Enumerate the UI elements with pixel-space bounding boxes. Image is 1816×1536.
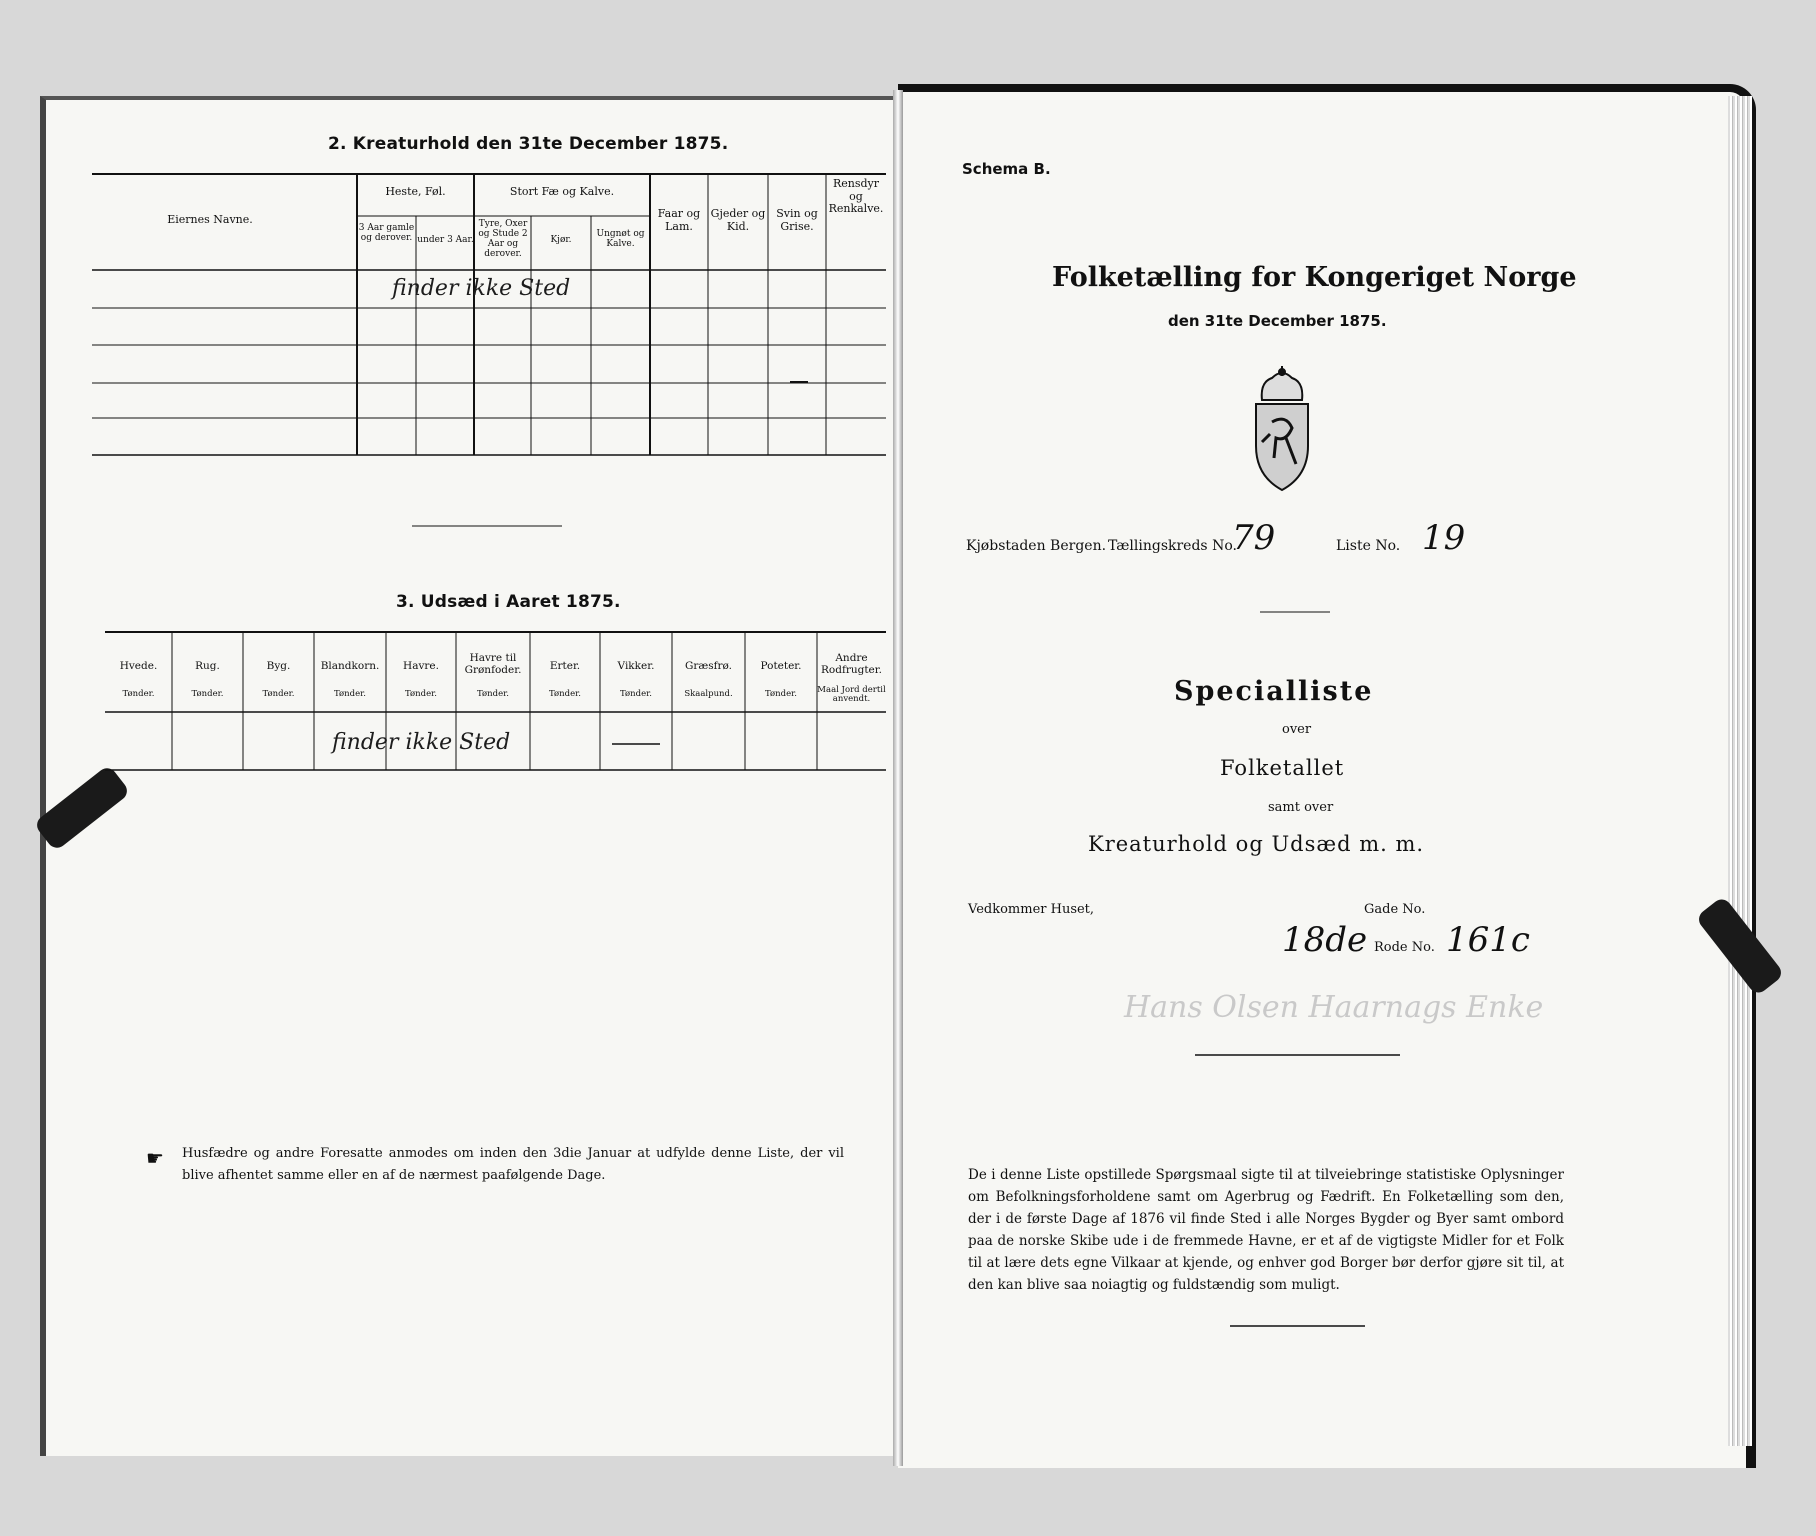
- crop-header-unit: Tønder.: [191, 689, 224, 699]
- crop-header-name: Rug.: [195, 660, 220, 672]
- crop-header-unit: Tønder.: [620, 689, 652, 699]
- crop-header-unit: Tønder.: [765, 689, 797, 699]
- crop-header-unit: Skaalpund.: [684, 689, 733, 699]
- crop-header-unit: Tønder.: [477, 689, 509, 699]
- kreaturhold-text: Kreaturhold og Udsæd m. m.: [1088, 832, 1425, 856]
- house-label: Vedkommer Huset,: [968, 902, 1095, 917]
- crop-header-unit: Tønder.: [405, 689, 437, 699]
- main-title: Folketælling for Kongeriget Norge: [1052, 262, 1577, 293]
- crop-header-unit: Tønder.: [262, 689, 295, 699]
- schema-label: Schema B.: [962, 160, 1051, 178]
- pointing-hand-icon: ☛: [146, 1146, 164, 1170]
- crop-header-unit: Tønder.: [122, 689, 155, 699]
- district-label: Tællingskreds No.: [1108, 538, 1237, 554]
- info-paragraph: De i denne Liste opstillede Spørgsmaal sigte til at tilveiebringe statistiske Oplysninger om Befolkningsforholdene samt om Agerbrug og Fædrift. En Folketælling som den, der i de første Dage af 1876 vil finde Sted i alle Norges Bygder og Byer samt ombord paa de norske Skibe ude i de fremmede Havne, er et af de vigtigste Midler for et Folk til at lære dets egne Vilkaar at kjende, og enhver god Borger bør derfor gjøre sit til, at den kan blive saa noiagtig og fuldstændig som muligt.: [968, 1167, 1564, 1293]
- horses-sub1: 3 Aar gamle og derover.: [358, 223, 415, 243]
- pigs-header: Svin og Grise.: [776, 207, 818, 233]
- rode-number: 161c: [1446, 920, 1530, 960]
- section2-title: 2. Kreaturhold den 31te December 1875.: [328, 134, 729, 154]
- owner-name: Hans Olsen Haarnags Enke: [1124, 990, 1544, 1025]
- crop-header-name: Havre til Grønfoder.: [464, 652, 522, 677]
- reindeer-header: Rensdyr og Renkalve.: [828, 177, 884, 216]
- over-text: over: [1282, 722, 1312, 737]
- folketallet-text: Folketallet: [1220, 756, 1345, 780]
- livestock-entry: finder ikke Sted: [392, 276, 571, 301]
- cattle-sub3: Ungnøt og Kalve.: [596, 229, 645, 249]
- list-number: 19: [1422, 518, 1466, 558]
- sheep-header: Faar og Lam.: [657, 207, 701, 233]
- rode-label: Rode No.: [1374, 940, 1435, 955]
- horses-sub2: under 3 Aar.: [417, 235, 474, 245]
- crop-header-name: Blandkorn.: [320, 660, 380, 672]
- census-date: den 31te December 1875.: [1168, 312, 1387, 330]
- location-label: Kjøbstaden Bergen.: [966, 538, 1107, 554]
- samt-over-text: samt over: [1268, 800, 1334, 815]
- crop-header-name: Vikker.: [617, 660, 655, 672]
- crop-header-name: Byg.: [266, 660, 291, 672]
- crop-header-name: Andre Rodfrugter.: [821, 652, 882, 677]
- street-label: Gade No.: [1364, 902, 1426, 917]
- crop-header-unit: Tønder.: [334, 689, 366, 699]
- cattle-header: Stort Fæ og Kalve.: [509, 185, 615, 198]
- section3-title: 3. Udsæd i Aaret 1875.: [396, 592, 621, 612]
- cattle-sub2: Kjør.: [550, 235, 572, 245]
- crop-header-name: Græsfrø.: [684, 660, 733, 672]
- crop-header-name: Poteter.: [760, 660, 802, 672]
- crop-entry: finder ikke Sted: [332, 730, 511, 755]
- goats-header: Gjeder og Kid.: [710, 207, 766, 233]
- footnote: Husfædre og andre Foresatte anmodes om inden den 3die Januar at udfylde denne Liste, der vil blive afhentet samme eller en af de nærmest paafølgende Dage.: [182, 1146, 844, 1183]
- crop-header-name: Hvede.: [119, 660, 158, 672]
- rode-prefix: 18de: [1282, 920, 1368, 960]
- owner-header: Eiernes Navne.: [167, 213, 253, 226]
- crop-header-unit: Maal Jord dertil anvendt.: [817, 685, 886, 705]
- cattle-sub1: Tyre, Oxer og Stude 2 Aar og derover.: [478, 219, 528, 259]
- crop-header-name: Erter.: [549, 660, 581, 672]
- list-label: Liste No.: [1336, 538, 1401, 554]
- crop-header-unit: Tønder.: [549, 689, 581, 699]
- special-list-title: Specialliste: [1174, 676, 1374, 707]
- district-number: 79: [1232, 518, 1276, 558]
- crop-header-name: Havre.: [403, 660, 439, 672]
- horses-header: Heste, Føl.: [385, 185, 446, 198]
